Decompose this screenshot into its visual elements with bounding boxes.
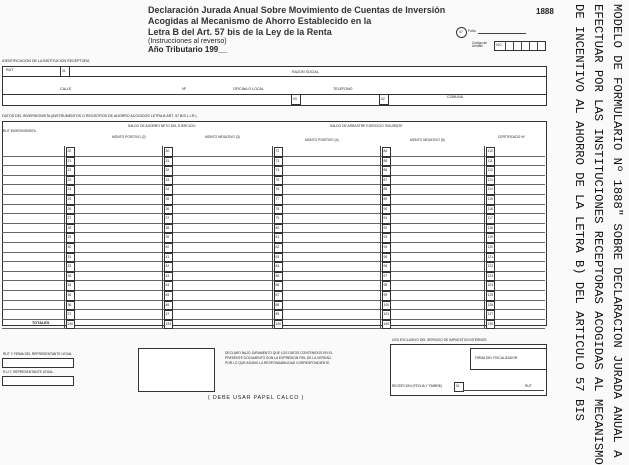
amount-field[interactable] — [74, 243, 160, 251]
recepcion-label: RECEPCION (FECHA Y TIMBRE) — [392, 384, 443, 388]
rut-inversionista-field[interactable] — [4, 243, 62, 251]
field-code: 76 — [275, 187, 280, 192]
amount-field[interactable] — [74, 157, 160, 165]
field-code: 116 — [487, 206, 493, 211]
field-code: 84 — [275, 264, 280, 269]
table-row — [2, 242, 545, 252]
amount-field[interactable] — [390, 185, 482, 193]
col-rut-inversionista: RUT INVERSIONISTA — [3, 129, 36, 133]
field-code: 86 — [383, 168, 388, 173]
rut-inversionista-field[interactable] — [4, 272, 62, 280]
declaration-line-1: DECLARO BAJO JURAMENTO QUE LOS DATOS CONTENIDOS EN EL — [225, 351, 333, 355]
rut-inversionista-field[interactable] — [4, 185, 62, 193]
field-code: 130 — [275, 321, 282, 326]
field-code: 84 — [383, 149, 388, 153]
field-code: 32 — [67, 264, 72, 269]
sii-rut-code: 01 — [456, 384, 460, 388]
field-code: 41 — [165, 254, 170, 259]
col-monto-negativo-5: MONTO NEGATIVO (5) — [410, 138, 445, 142]
rut-inversionista-field[interactable] — [4, 281, 62, 289]
amount-field[interactable] — [494, 176, 543, 184]
field-code: 21 — [67, 158, 72, 163]
field-code: 24 — [67, 187, 72, 192]
field-code: 85 — [383, 158, 388, 163]
table-row — [2, 300, 545, 310]
form-title-line-3: Letra B del Art. 57 bis de la Ley de la Renta — [148, 27, 332, 37]
amount-field[interactable] — [494, 195, 543, 203]
amount-field[interactable] — [494, 205, 543, 213]
table-row — [2, 280, 545, 290]
amount-field[interactable] — [282, 253, 378, 261]
amount-field[interactable] — [74, 301, 160, 309]
table-row — [2, 213, 545, 223]
field-code: 110 — [487, 149, 493, 153]
field-code: 120 — [487, 245, 494, 249]
amount-field[interactable] — [172, 147, 270, 155]
investor-rows — [2, 146, 545, 324]
field-code: 20 — [67, 149, 72, 153]
amount-field[interactable] — [494, 320, 543, 328]
side-caption-line-1: MODELO DE FORMULARIO Nº 1888" SOBRE DECLARACION JURADA ANUAL A — [610, 4, 624, 458]
amount-field[interactable] — [494, 301, 543, 309]
field-code: 27 — [67, 216, 72, 221]
rut-code: 01 — [62, 69, 66, 73]
papel-calco-note: ( DEBE USAR PAPEL CALCO ) — [208, 395, 305, 401]
rut-inversionista-field[interactable] — [4, 291, 62, 299]
rut-inversionista-field[interactable] — [4, 310, 62, 318]
field-code: 86 — [275, 283, 280, 288]
field-code: 113 — [487, 177, 493, 182]
amount-field[interactable] — [282, 157, 378, 165]
amount-field[interactable] — [74, 185, 160, 193]
field-code: 45 — [165, 293, 170, 297]
amount-field[interactable] — [74, 147, 160, 155]
field-code: 101 — [383, 312, 390, 317]
field-code: 33 — [165, 177, 170, 182]
field-code: 125 — [487, 293, 494, 297]
declaration-line-2: PRESENTE DOCUMENTO SON LA EXPRESION FIEL DE LA VERDAD, — [225, 356, 332, 360]
amount-field[interactable] — [282, 291, 378, 299]
folio-circle-icon — [456, 27, 467, 38]
address-row — [2, 94, 547, 106]
field-code: 35 — [165, 197, 170, 201]
field-code: 90 — [383, 206, 388, 211]
field-code: 96 — [383, 264, 388, 269]
amount-field[interactable] — [172, 281, 270, 289]
rut-inversionista-field[interactable] — [4, 176, 62, 184]
field-code: 85 — [275, 273, 280, 278]
amount-field[interactable] — [494, 272, 543, 280]
field-code: 97 — [383, 273, 388, 278]
form-number: 1888 — [536, 7, 554, 16]
amount-field[interactable] — [74, 272, 160, 280]
field-code: 94 — [383, 245, 388, 249]
rut-inversionista-field[interactable] — [4, 301, 62, 309]
amount-field[interactable] — [390, 281, 482, 289]
field-code: 78 — [275, 206, 280, 211]
amount-field[interactable] — [74, 291, 160, 299]
numero-label: Nº — [182, 87, 186, 91]
amount-field[interactable] — [74, 166, 160, 174]
amount-field[interactable] — [494, 281, 543, 289]
amount-field[interactable] — [282, 147, 378, 155]
table-row — [2, 271, 545, 281]
amount-field[interactable] — [172, 291, 270, 299]
amount-field[interactable] — [494, 214, 543, 222]
amount-field[interactable] — [390, 224, 482, 232]
field-code: 33 — [67, 273, 72, 278]
section2-title: DATOS DEL INVERSIONISTA (INSTRUMENTOS O REGISTROS DE AHORRO ACOGIDOS LETRA B ART. 57 BIS L.I.R.) — [2, 114, 197, 118]
amount-field[interactable] — [390, 157, 482, 165]
field-code: 89 — [383, 197, 388, 201]
amount-field[interactable] — [74, 176, 160, 184]
field-code: 74 — [275, 168, 280, 173]
field-code: 130 — [487, 321, 494, 326]
field-code: 82 — [275, 245, 280, 249]
amount-field[interactable] — [494, 291, 543, 299]
table-row — [2, 232, 545, 242]
amount-field[interactable] — [282, 166, 378, 174]
comuna-code: 02 — [381, 97, 385, 101]
table-row — [2, 290, 545, 300]
amount-field[interactable] — [390, 301, 482, 309]
rut-inversionista-field[interactable] — [4, 233, 62, 241]
group-saldo-arrastre: SALDO DE ARRASTRE EJERCICIO SIGUIENTE — [330, 124, 403, 128]
table-row — [2, 204, 545, 214]
amount-field[interactable] — [172, 272, 270, 280]
amount-field[interactable] — [172, 253, 270, 261]
field-code: 30 — [67, 245, 72, 249]
field-code: 123 — [487, 273, 494, 278]
col-monto-positivo-2: MONTO POSITIVO (2) — [112, 135, 146, 139]
field-code: 25 — [67, 197, 72, 201]
field-code: 46 — [165, 302, 170, 307]
amount-field[interactable] — [282, 310, 378, 318]
table-row — [2, 146, 545, 156]
field-code: 28 — [67, 225, 72, 230]
amount-field[interactable] — [390, 233, 482, 241]
field-code: 121 — [487, 254, 494, 259]
field-code: 117 — [487, 216, 493, 221]
field-code: 111 — [487, 158, 493, 163]
amount-field[interactable] — [494, 147, 543, 155]
amount-field[interactable] — [172, 176, 270, 184]
telefono-code-box — [291, 94, 301, 105]
totals-row — [2, 319, 545, 329]
field-code: 87 — [383, 177, 388, 182]
form-title-line-2: Acogidas al Mecanismo de Ahorro Establecido en la — [148, 16, 372, 26]
field-code: 34 — [165, 187, 170, 192]
amount-field[interactable] — [282, 262, 378, 270]
amount-field[interactable] — [172, 233, 270, 241]
field-code: 126 — [487, 302, 494, 307]
rut-inversionista-field[interactable] — [4, 166, 62, 174]
unit-code-label: Código de Unidad — [472, 41, 488, 49]
declaration-line-3: POR LO QUE ASUMO LA RESPONSABILIDAD CORRESPONDIENTE. — [225, 361, 331, 365]
table-row — [2, 223, 545, 233]
amount-field[interactable] — [172, 205, 270, 213]
amount-field[interactable] — [74, 262, 160, 270]
amount-field[interactable] — [282, 205, 378, 213]
field-code: 35 — [67, 293, 72, 297]
amount-field[interactable] — [282, 176, 378, 184]
amount-field[interactable] — [494, 185, 543, 193]
amount-field[interactable] — [390, 320, 482, 328]
amount-field[interactable] — [390, 291, 482, 299]
unit-code-box[interactable] — [494, 41, 546, 51]
amount-field[interactable] — [390, 166, 482, 174]
amount-field[interactable] — [390, 195, 482, 203]
table-row — [2, 175, 545, 185]
totals-label: TOTALES — [32, 320, 50, 325]
amount-field[interactable] — [282, 233, 378, 241]
amount-field[interactable] — [494, 233, 543, 241]
field-code: 140 — [67, 321, 74, 326]
rut-inversionista-field[interactable] — [4, 147, 62, 155]
comuna-code-box — [379, 94, 389, 105]
field-code: 91 — [383, 216, 388, 221]
razon-social-label: RAZON SOCIAL — [292, 70, 319, 74]
folio-line — [478, 33, 526, 34]
section1-title: IDENTIFICACION DE LA INSTITUCION RECEPTORA — [2, 59, 90, 63]
amount-field[interactable] — [282, 224, 378, 232]
amount-field[interactable] — [390, 253, 482, 261]
amount-field[interactable] — [494, 262, 543, 270]
field-code: 40 — [165, 245, 170, 249]
field-code: 38 — [165, 225, 170, 230]
field-code: 134 — [165, 321, 172, 326]
rut-inversionista-field[interactable] — [4, 214, 62, 222]
rut-inversionista-field[interactable] — [4, 157, 62, 165]
amount-field[interactable] — [282, 320, 378, 328]
amount-field[interactable] — [390, 176, 482, 184]
amount-field[interactable] — [494, 224, 543, 232]
field-code: 44 — [165, 283, 170, 288]
rut-label: RUT — [6, 68, 14, 72]
field-code: 31 — [165, 158, 170, 163]
sii-rut-label: RUT — [525, 384, 532, 388]
field-code: 37 — [67, 312, 72, 317]
field-code: 39 — [165, 235, 170, 240]
side-caption — [548, 4, 626, 465]
field-code: 118 — [487, 225, 493, 230]
amount-field[interactable] — [390, 310, 482, 318]
table-row — [2, 309, 545, 319]
amount-field[interactable] — [74, 310, 160, 318]
rut-inversionista-field[interactable] — [4, 253, 62, 261]
amount-field[interactable] — [390, 205, 482, 213]
field-code: 32 — [165, 168, 170, 173]
amount-field[interactable] — [172, 185, 270, 193]
field-code: 30 — [165, 149, 170, 153]
col-monto-negativo-3: MONTO NEGATIVO (3) — [205, 135, 240, 139]
field-code: 37 — [165, 216, 170, 221]
field-code: 127 — [487, 312, 494, 317]
rut-firma-label: RUT Y FIRMA DEL REPRESENTANTE LEGAL — [3, 352, 73, 356]
table-row — [2, 261, 545, 271]
field-code: 80 — [275, 225, 280, 230]
comuna-label: COMUNA — [447, 95, 463, 99]
amount-field[interactable] — [494, 166, 543, 174]
field-code: 36 — [67, 302, 72, 307]
amount-field[interactable] — [494, 243, 543, 251]
folio-label: Folio — [468, 29, 476, 33]
field-code: 22 — [67, 168, 72, 173]
field-code: 47 — [165, 312, 170, 317]
amount-field[interactable] — [282, 214, 378, 222]
amount-field[interactable] — [390, 262, 482, 270]
field-code: 83 — [275, 254, 280, 259]
amount-field[interactable] — [172, 243, 270, 251]
field-code: 72 — [275, 149, 280, 153]
field-code: 124 — [487, 283, 494, 288]
form-year-label: Año Tributario 199__ — [148, 45, 228, 54]
form-title-line-1: Declaración Jurada Anual Sobre Movimiento de Cuentas de Inversión — [148, 5, 446, 15]
amount-field[interactable] — [282, 301, 378, 309]
amount-field[interactable] — [74, 214, 160, 222]
field-code: 115 — [487, 197, 493, 201]
amount-field[interactable] — [172, 301, 270, 309]
field-code: 42 — [165, 264, 170, 269]
amount-field[interactable] — [390, 243, 482, 251]
field-code: 122 — [487, 264, 494, 269]
amount-field[interactable] — [390, 272, 482, 280]
field-code: 92 — [383, 225, 388, 230]
oficina-label: OFICINA O LOCAL — [233, 87, 264, 91]
rut-inversionista-field[interactable] — [4, 262, 62, 270]
field-code: 31 — [67, 254, 72, 259]
col-monto-positivo-4: MONTO POSITIVO (4) — [305, 138, 339, 142]
amount-field[interactable] — [74, 195, 160, 203]
amount-field[interactable] — [282, 281, 378, 289]
field-code: 119 — [487, 235, 493, 240]
signature-box[interactable] — [138, 348, 215, 392]
rut-firma-field[interactable] — [2, 358, 74, 368]
field-code: 43 — [165, 273, 170, 278]
side-caption-line-2: EFECTUAR POR LAS INSTITUCIONES RECEPTORAS ACOGIDAS AL MECANISMO — [591, 4, 605, 465]
amount-field[interactable] — [172, 262, 270, 270]
table-row — [2, 165, 545, 175]
amount-field[interactable] — [74, 253, 160, 261]
group-saldo-ahorro-neto: SALDO DE AHORRO NETO DEL EJERCICIO — [128, 124, 196, 128]
field-code: 81 — [275, 235, 280, 240]
table-row — [2, 156, 545, 166]
field-code: 26 — [67, 206, 72, 211]
field-code: 36 — [165, 206, 170, 211]
field-code: 95 — [383, 254, 388, 259]
amount-field[interactable] — [282, 195, 378, 203]
amount-field[interactable] — [282, 185, 378, 193]
field-code: 23 — [67, 177, 72, 182]
rut-representante-label: R.U.T. REPRESENTANTE LEGAL — [3, 370, 54, 374]
table-row — [2, 252, 545, 262]
amount-field[interactable] — [494, 157, 543, 165]
table-row — [2, 184, 545, 194]
field-code: 89 — [275, 312, 280, 317]
unit-code-number: 010 — [496, 43, 502, 47]
rut-inversionista-field[interactable] — [4, 195, 62, 203]
field-code: 88 — [275, 302, 280, 307]
field-code: 140 — [383, 321, 390, 326]
sii-use-label: USO EXCLUSIVO DEL SERVICIO DE IMPUESTOS INTERNOS — [392, 338, 487, 342]
fiscalizador-label: FIRMA DEL FISCALIZADOR — [475, 356, 518, 360]
amount-field[interactable] — [172, 166, 270, 174]
amount-field[interactable] — [172, 195, 270, 203]
telefono-code: 03 — [293, 97, 297, 101]
amount-field[interactable] — [74, 233, 160, 241]
amount-field[interactable] — [172, 320, 270, 328]
field-code: 93 — [383, 235, 388, 240]
amount-field[interactable] — [172, 214, 270, 222]
side-caption-line-3: DE INCENTIVO AL AHORRO DE LA LETRA B) DEL ARTICULO 57 BIS — [572, 4, 586, 421]
amount-field[interactable] — [390, 147, 482, 155]
amount-field[interactable] — [74, 224, 160, 232]
field-code: 98 — [383, 283, 388, 288]
amount-field[interactable] — [390, 214, 482, 222]
razon-social-field[interactable] — [2, 76, 547, 96]
field-code: 114 — [487, 187, 493, 192]
folio-code: 07 — [459, 30, 463, 34]
field-code: 77 — [275, 197, 280, 201]
field-code: 99 — [383, 293, 388, 297]
telefono-label: TELEFONO — [333, 87, 353, 91]
amount-field[interactable] — [494, 253, 543, 261]
rut-representante-field[interactable] — [2, 376, 74, 386]
sii-rut-code-box — [454, 382, 464, 392]
rut-inversionista-field[interactable] — [4, 205, 62, 213]
field-code: 88 — [383, 187, 388, 192]
amount-field[interactable] — [172, 157, 270, 165]
sii-rut-line — [464, 390, 544, 391]
rut-inversionista-field[interactable] — [4, 224, 62, 232]
amount-field[interactable] — [494, 310, 543, 318]
amount-field[interactable] — [74, 281, 160, 289]
amount-field[interactable] — [172, 310, 270, 318]
amount-field[interactable] — [172, 224, 270, 232]
field-code: 79 — [275, 216, 280, 221]
amount-field[interactable] — [74, 320, 160, 328]
field-code: 100 — [383, 302, 390, 307]
field-code: 29 — [67, 235, 72, 240]
field-code: 75 — [275, 177, 280, 182]
amount-field[interactable] — [74, 205, 160, 213]
col-certificado: CERTIFICADO Nº — [498, 135, 525, 139]
field-code: 34 — [67, 283, 72, 288]
form-subtitle: (Instrucciones al reverso) — [148, 38, 227, 45]
table-row — [2, 194, 545, 204]
calle-label: CALLE — [60, 87, 72, 91]
field-code: 112 — [487, 168, 493, 173]
amount-field[interactable] — [282, 272, 378, 280]
field-code: 73 — [275, 158, 280, 163]
field-code: 87 — [275, 293, 280, 297]
amount-field[interactable] — [282, 243, 378, 251]
